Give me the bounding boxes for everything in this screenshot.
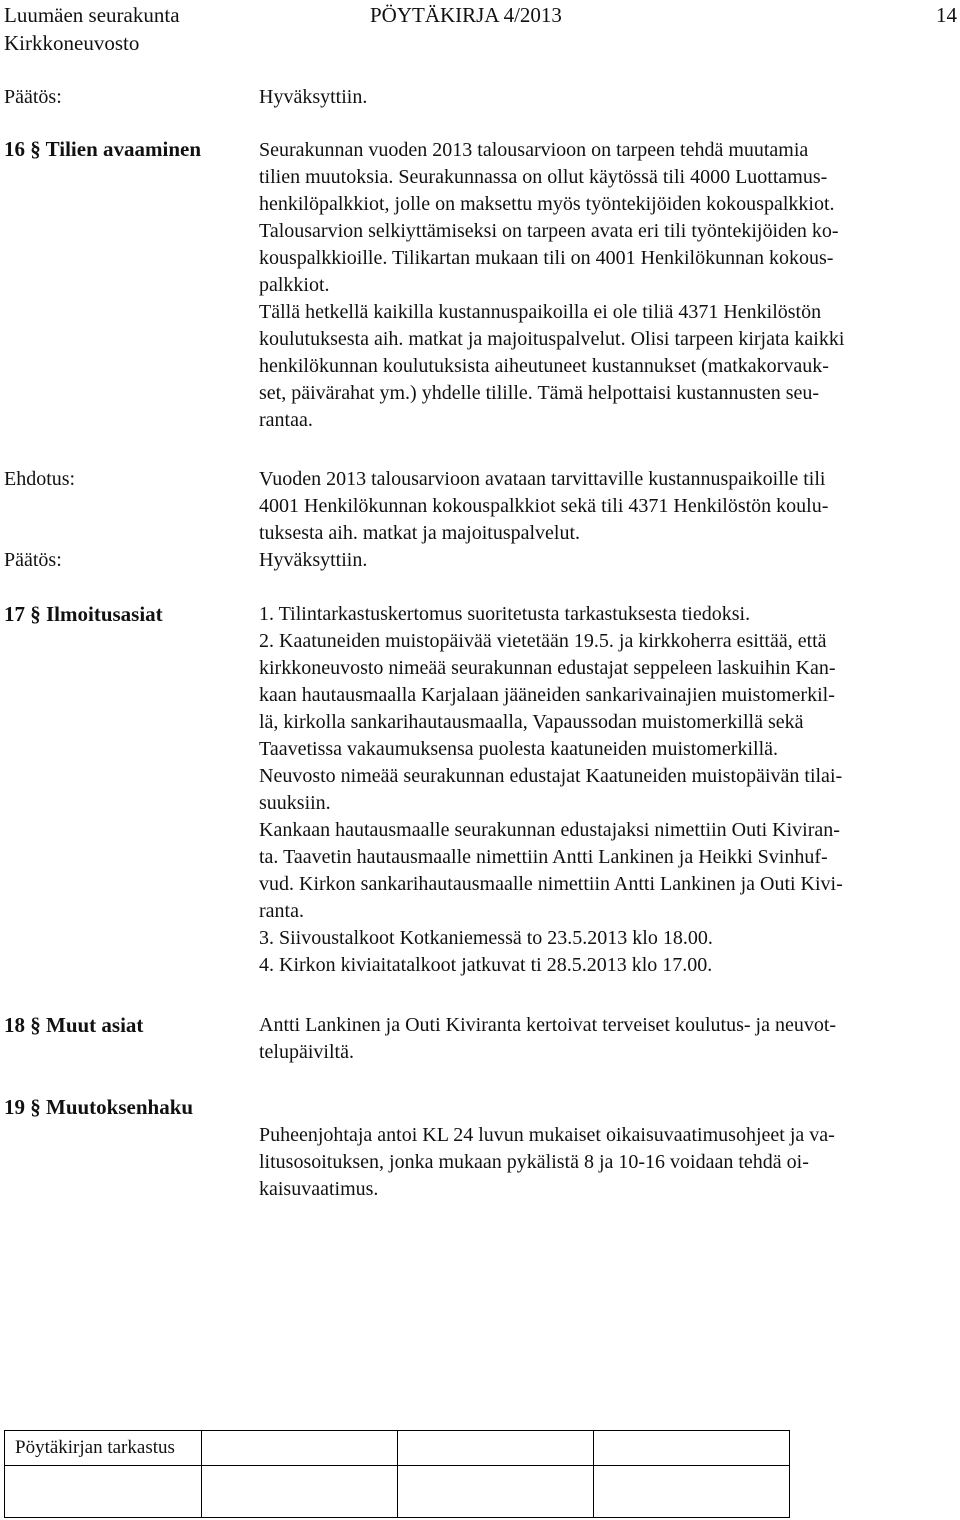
top-decision-label: Päätös: — [4, 86, 62, 108]
section-16-line: set, päivärahat ym.) yhdelle tilille. Tämä helpottaisi kustannusten seu- — [259, 382, 820, 404]
section-17-line: vud. Kirkon sankarihautausmaalle nimettiin Antti Lankinen ja Outi Kivi- — [259, 873, 843, 895]
section-17-line: lä, kirkolla sankarihautausmaalla, Vapaussodan muistomerkillä sekä — [259, 711, 804, 733]
section-18-title: 18 § Muut asiat — [4, 1013, 144, 1037]
section-16-line: rantaa. — [259, 409, 313, 431]
signature-box-column-line — [201, 1431, 202, 1517]
section-17-line: ranta. — [259, 900, 304, 922]
section-16-line: Tällä hetkellä kaikilla kustannuspaikoilla ei ole tiliä 4371 Henkilöstön — [259, 301, 822, 323]
section-16-line: Seurakunnan vuoden 2013 talousarvioon on tarpeen tehdä muutamia — [259, 139, 809, 161]
section-17-title: 17 § Ilmoitusasiat — [4, 602, 163, 626]
section-16-line: koulutuksesta aih. matkat ja majoituspalvelut. Olisi tarpeen kirjata kaikki — [259, 328, 845, 350]
section-16-title: 16 § Tilien avaaminen — [4, 137, 202, 161]
section-16-line: henkilökunnan koulutuksista aiheutuneet kustannukset (matkakorvauk- — [259, 355, 829, 377]
section-18-line: Antti Lankinen ja Outi Kiviranta kertoivat terveiset koulutus- ja neuvot- — [259, 1014, 837, 1036]
section-17-line: suuksiin. — [259, 792, 331, 814]
section-19-title: 19 § Muutoksenhaku — [4, 1095, 194, 1119]
header-document-title: PÖYTÄKIRJA 4/2013 — [370, 3, 562, 27]
section-17-line: 4. Kirkon kiviaitatalkoot jatkuvat ti 28.5.2013 klo 17.00. — [259, 954, 713, 976]
section-17-line: kirkkoneuvosto nimeää seurakunnan edustajat seppeleen laskuihin Kan- — [259, 657, 836, 679]
section-17-line: kaan hautausmaalla Karjalaan jääneiden sankarivainajien muistomerkil- — [259, 684, 835, 706]
section-19-line: Puheenjohtaja antoi KL 24 luvun mukaiset oikaisuvaatimusohjeet ja va- — [259, 1124, 835, 1146]
section-19-line: litusosoituksen, jonka mukaan pykälistä 8 ja 10-16 voidaan tehdä oi- — [259, 1151, 809, 1173]
section-16-decision-text: Hyväksyttiin. — [259, 549, 368, 571]
section-17-line: 2. Kaatuneiden muistopäivää vietetään 19.5. ja kirkkoherra esittää, että — [259, 630, 827, 652]
section-17-line: Kankaan hautausmaalle seurakunnan edustajaksi nimettiin Outi Kiviran- — [259, 819, 840, 841]
header-org: Luumäen seurakunta — [4, 3, 180, 27]
signature-box-label: Pöytäkirjan tarkastus — [15, 1437, 175, 1458]
section-17-line: Neuvosto nimeää seurakunnan edustajat Kaatuneiden muistopäivän tilai- — [259, 765, 843, 787]
section-16-line: Talousarvion selkiyttämiseksi on tarpeen avata eri tili työntekijöiden ko- — [259, 220, 839, 242]
section-16-line: henkilöpalkkiot, jolle on maksettu myös työntekijöiden kokouspalkkiot. — [259, 193, 835, 215]
section-17-line: Taavetissa vakaumuksensa puolesta kaatuneiden muistomerkillä. — [259, 738, 779, 760]
section-16-proposal-label: Ehdotus: — [4, 468, 76, 490]
signature-box-column-line — [397, 1431, 398, 1517]
header-page-number: 14 — [936, 3, 957, 27]
section-16-decision-label: Päätös: — [4, 549, 62, 571]
section-17-line: 1. Tilintarkastuskertomus suoritetusta tarkastuksesta tiedoksi. — [259, 603, 751, 625]
section-17-line: 3. Siivoustalkoot Kotkaniemessä to 23.5.2013 klo 18.00. — [259, 927, 713, 949]
header-body: Kirkkoneuvosto — [4, 31, 140, 55]
top-decision-text: Hyväksyttiin. — [259, 86, 368, 108]
section-16-line: kouspalkkioille. Tilikartan mukaan tili on 4001 Henkilökunnan kokous- — [259, 247, 834, 269]
section-16-line: tilien muutoksia. Seurakunnassa on ollut käytössä tili 4000 Luottamus- — [259, 166, 828, 188]
section-16-line: palkkiot. — [259, 274, 330, 296]
section-16-proposal-line: tuksesta aih. matkat ja majoituspalvelut. — [259, 522, 581, 544]
section-18-line: telupäiviltä. — [259, 1041, 354, 1063]
signature-box-column-line — [593, 1431, 594, 1517]
section-19-line: kaisuvaatimus. — [259, 1178, 379, 1200]
signature-box — [4, 1430, 790, 1518]
section-16-proposal-line: 4001 Henkilökunnan kokouspalkkiot sekä tili 4371 Henkilöstön koulu- — [259, 495, 829, 517]
section-17-line: ta. Taavetin hautausmaalle nimettiin Antti Lankinen ja Heikki Svinhuf- — [259, 846, 828, 868]
section-16-proposal-line: Vuoden 2013 talousarvioon avataan tarvittaville kustannuspaikoille tili — [259, 468, 826, 490]
